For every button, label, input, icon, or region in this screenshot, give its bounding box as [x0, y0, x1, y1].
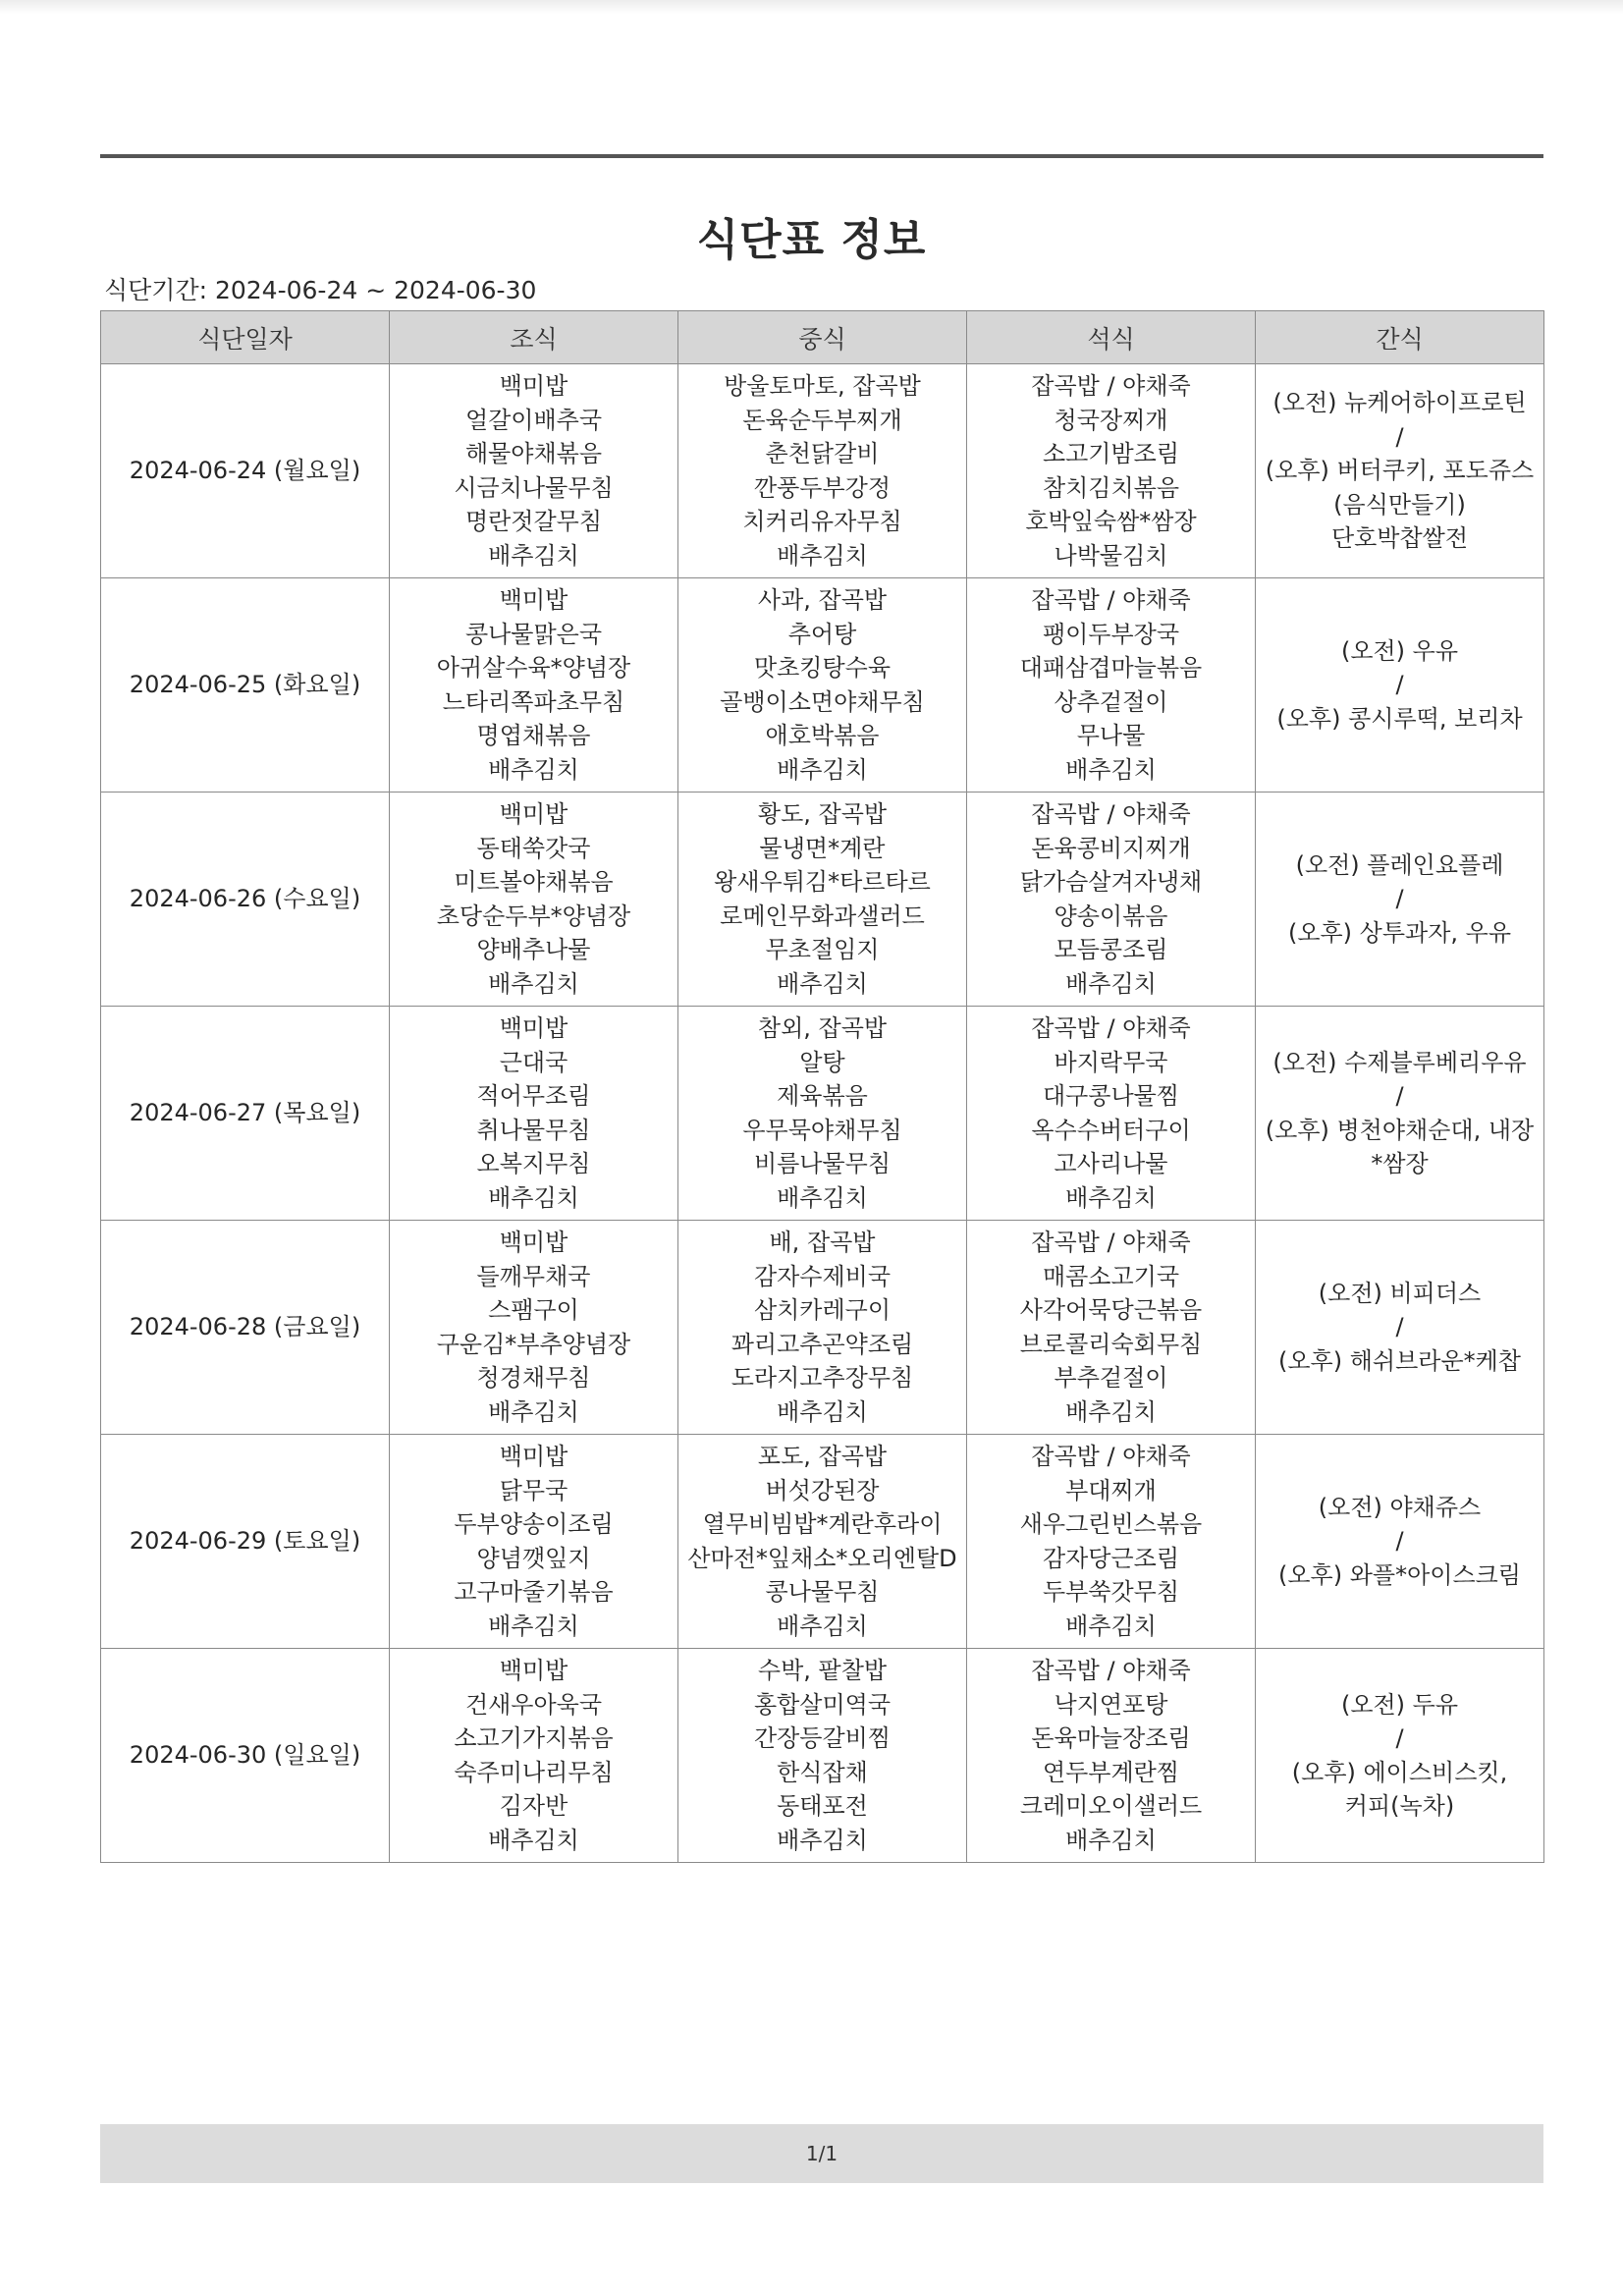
- menu-item: 콩나물맑은국: [464, 620, 603, 648]
- menu-item: 두부양송이조림: [454, 1510, 614, 1538]
- menu-item: 사과, 잡곡밥: [757, 586, 888, 614]
- menu-item: 시금치나물무침: [454, 473, 614, 502]
- table-row: [101, 578, 1544, 793]
- menu-item: 잡곡밥 / 야채죽: [1031, 1443, 1191, 1470]
- date-cell: 2024-06-26 (수요일): [101, 793, 390, 1007]
- menu-item: 오복지무침: [476, 1150, 591, 1177]
- date-cell: 2024-06-25 (화요일): [101, 578, 390, 793]
- menu-item: 치커리유자무침: [742, 508, 902, 535]
- menu-item: 잡곡밥 / 야채죽: [1031, 586, 1191, 614]
- menu-item: 참치김치볶음: [1042, 473, 1180, 502]
- menu-item: 황도, 잡곡밥: [757, 800, 888, 828]
- menu-item: (오후) 에이스비스킷,: [1291, 1758, 1508, 1786]
- menu-item: 비름나물무침: [753, 1150, 892, 1177]
- lunch-cell: [678, 793, 967, 1007]
- menu-item: 춘천닭갈비: [765, 440, 880, 467]
- menu-item: 초당순두부*양념장: [436, 902, 631, 930]
- menu-item: 두부쑥갓무침: [1042, 1578, 1180, 1606]
- menu-item: 사각어묵당근볶음: [1019, 1296, 1203, 1324]
- date-cell: 2024-06-28 (금요일): [101, 1221, 390, 1435]
- menu-item: 적어무조림: [476, 1082, 591, 1110]
- breakfast-cell: [390, 1649, 678, 1863]
- menu-item: (오전) 수제블루베리우유: [1272, 1048, 1527, 1076]
- menu-item: 배추김치: [777, 1183, 868, 1212]
- menu-item: 배추김치: [1065, 1612, 1157, 1640]
- menu-item: 알탕: [799, 1048, 845, 1076]
- menu-item: 왕새우튀김*타르타르: [714, 868, 931, 896]
- lunch-cell: [678, 1007, 967, 1221]
- date-cell: 2024-06-29 (토요일): [101, 1435, 390, 1649]
- menu-item: (오전) 두유: [1340, 1690, 1459, 1719]
- table-row: [101, 1649, 1544, 1863]
- menu-item: 동태포전: [777, 1792, 868, 1820]
- menu-item: 잡곡밥 / 야채죽: [1031, 1014, 1191, 1042]
- lunch-cell: [678, 364, 967, 578]
- header-snack: 간식: [1256, 311, 1544, 364]
- table-row: [101, 1435, 1544, 1649]
- dinner-cell: [967, 1007, 1256, 1221]
- menu-item: 우무묵야채무침: [742, 1116, 902, 1144]
- menu-item: 소고기가지볶음: [454, 1724, 614, 1752]
- header-breakfast: 조식: [390, 311, 678, 364]
- menu-item: 근대국: [499, 1048, 568, 1076]
- menu-item: 참외, 잡곡밥: [757, 1014, 888, 1042]
- breakfast-cell: [390, 793, 678, 1007]
- menu-item: 나박물김치: [1054, 541, 1168, 570]
- lunch-cell: [678, 1649, 967, 1863]
- menu-item: 양념깻잎지: [476, 1544, 591, 1572]
- menu-item: 명란젓갈무침: [464, 508, 603, 535]
- menu-item: 느타리쪽파초무침: [442, 687, 625, 716]
- menu-item: 백미밥: [499, 800, 568, 828]
- header-lunch: 중식: [678, 311, 967, 364]
- menu-item: 배추김치: [1065, 755, 1157, 784]
- menu-item: 백미밥: [499, 372, 568, 400]
- menu-item: 배추김치: [488, 969, 579, 998]
- menu-item: 새우그린빈스볶음: [1019, 1510, 1203, 1538]
- menu-item: 숙주미나리무침: [454, 1758, 614, 1786]
- footer-bar: [100, 2124, 1543, 2183]
- menu-item: 배추김치: [488, 1612, 579, 1640]
- menu-item: 소고기밤조림: [1042, 440, 1180, 467]
- menu-item: 낙지연포탕: [1054, 1690, 1168, 1719]
- header-dinner: 석식: [967, 311, 1256, 364]
- menu-item: 건새우아욱국: [464, 1690, 603, 1719]
- menu-item: 한식잡채: [777, 1758, 868, 1786]
- breakfast-cell: [390, 1007, 678, 1221]
- lunch-cell: [678, 1221, 967, 1435]
- menu-item: 배추김치: [1065, 1397, 1157, 1426]
- menu-item: 배추김치: [1065, 1826, 1157, 1854]
- menu-item: 돈육마늘장조림: [1031, 1724, 1191, 1752]
- menu-item: 포도, 잡곡밥: [757, 1443, 888, 1470]
- menu-item: 무초절임지: [765, 936, 880, 963]
- menu-item: 동태쑥갓국: [476, 834, 591, 862]
- menu-item: 배추김치: [488, 755, 579, 784]
- menu-item: 배추김치: [488, 1397, 579, 1426]
- menu-item: 대패삼겹마늘볶음: [1019, 654, 1203, 682]
- menu-item: 감자수제비국: [753, 1262, 892, 1290]
- menu-item: 잡곡밥 / 야채죽: [1031, 1229, 1191, 1256]
- menu-item: 간장등갈비찜: [753, 1724, 892, 1752]
- menu-item: (오전) 플레인요플레: [1295, 850, 1504, 879]
- header-date: 식단일자: [101, 311, 390, 364]
- menu-item: /: [1395, 1082, 1404, 1110]
- menu-item: 골뱅이소면야채무침: [720, 687, 925, 716]
- menu-item: 버섯강된장: [765, 1476, 880, 1504]
- menu-item: 고사리나물: [1054, 1150, 1168, 1177]
- menu-item: 취나물무침: [476, 1116, 591, 1144]
- menu-item: 구운김*부추양념장: [436, 1330, 631, 1358]
- dinner-cell: [967, 578, 1256, 793]
- menu-item: 배추김치: [777, 1397, 868, 1426]
- date-cell: 2024-06-24 (월요일): [101, 364, 390, 578]
- menu-item: 양송이볶음: [1054, 902, 1168, 930]
- menu-item: 배추김치: [488, 1826, 579, 1854]
- menu-item: 대구콩나물찜: [1042, 1082, 1180, 1110]
- menu-item: 제육볶음: [777, 1082, 868, 1110]
- lunch-cell: [678, 1435, 967, 1649]
- menu-item: 스팸구이: [488, 1296, 579, 1324]
- dinner-cell: [967, 793, 1256, 1007]
- menu-item: 맛초킹탕수육: [753, 654, 892, 682]
- menu-item: 백미밥: [499, 1229, 568, 1256]
- menu-item: 삼치카레구이: [753, 1296, 892, 1324]
- breakfast-cell: [390, 1221, 678, 1435]
- menu-item: (음식만들기): [1333, 490, 1466, 519]
- menu-item: 부추겉절이: [1054, 1364, 1168, 1392]
- snack-cell: [1256, 364, 1544, 578]
- menu-item: 백미밥: [499, 586, 568, 614]
- menu-item: 닭무국: [499, 1476, 568, 1504]
- meal-table: [100, 310, 1544, 1863]
- menu-item: 콩나물무침: [765, 1578, 880, 1606]
- dinner-cell: [967, 1221, 1256, 1435]
- menu-item: 들깨무채국: [476, 1262, 591, 1290]
- menu-item: 수박, 팥찰밥: [757, 1657, 888, 1684]
- menu-item: 배, 잡곡밥: [769, 1229, 876, 1256]
- menu-item: 홍합살미역국: [753, 1690, 892, 1719]
- menu-item: 크레미오이샐러드: [1019, 1792, 1203, 1820]
- menu-item: 꽈리고추곤약조림: [730, 1330, 914, 1358]
- menu-item: 배추김치: [488, 541, 579, 570]
- menu-item: 김자반: [499, 1792, 568, 1820]
- menu-item: 배추김치: [777, 1826, 868, 1854]
- menu-item: 커피(녹차): [1344, 1792, 1455, 1820]
- dinner-cell: [967, 1649, 1256, 1863]
- menu-item: (오전) 비피더스: [1318, 1279, 1482, 1307]
- menu-item: 호박잎숙쌈*쌈장: [1025, 508, 1197, 535]
- menu-item: 상추겉절이: [1054, 687, 1168, 716]
- menu-item: 아귀살수육*양념장: [436, 654, 631, 682]
- breakfast-cell: [390, 578, 678, 793]
- menu-item: /: [1395, 1313, 1404, 1341]
- menu-item: 바지락무국: [1054, 1048, 1168, 1076]
- menu-item: (오후) 버터쿠키, 포도쥬스: [1265, 457, 1535, 485]
- menu-item: 청경채무침: [476, 1364, 591, 1392]
- menu-item: 모듬콩조림: [1054, 936, 1168, 963]
- snack-cell: [1256, 578, 1544, 793]
- menu-item: (오후) 상투과자, 우유: [1287, 918, 1512, 947]
- menu-item: /: [1395, 1527, 1404, 1556]
- menu-item: 매콤소고기국: [1042, 1262, 1180, 1290]
- snack-cell: [1256, 1221, 1544, 1435]
- breakfast-cell: [390, 364, 678, 578]
- menu-item: 무나물: [1076, 722, 1146, 749]
- menu-item: (오후) 와플*아이스크림: [1277, 1560, 1521, 1589]
- menu-item: 해물야채볶음: [464, 440, 603, 467]
- menu-item: /: [1395, 885, 1404, 913]
- menu-item: 잡곡밥 / 야채죽: [1031, 800, 1191, 828]
- menu-item: 물냉면*계란: [759, 834, 886, 862]
- menu-item: 돈육콩비지찌개: [1031, 834, 1191, 862]
- menu-item: 고구마줄기볶음: [454, 1578, 614, 1606]
- menu-item: 얼갈이배추국: [464, 406, 603, 434]
- menu-item: 청국장찌개: [1054, 406, 1168, 434]
- menu-item: (오후) 콩시루떡, 보리차: [1276, 704, 1523, 733]
- table-row: [101, 1007, 1544, 1221]
- menu-item: 백미밥: [499, 1657, 568, 1684]
- menu-item: 산마전*잎채소*오리엔탈D: [687, 1544, 957, 1572]
- menu-item: 팽이두부장국: [1042, 620, 1180, 648]
- menu-item: (오후) 해쉬브라운*케찹: [1277, 1346, 1521, 1375]
- menu-item: 백미밥: [499, 1443, 568, 1470]
- menu-item: 배추김치: [777, 755, 868, 784]
- lunch-cell: [678, 578, 967, 793]
- menu-item: 닭가슴살겨자냉채: [1019, 868, 1203, 896]
- menu-item: 도라지고추장무침: [730, 1364, 914, 1392]
- menu-item: 잡곡밥 / 야채죽: [1031, 1657, 1191, 1684]
- menu-item: 부대찌개: [1065, 1476, 1157, 1504]
- scan-edge-shadow: [0, 0, 1623, 14]
- menu-item: 애호박볶음: [765, 722, 880, 749]
- table-header-row: [101, 311, 1544, 364]
- menu-item: /: [1395, 1724, 1404, 1752]
- menu-item: (오전) 뉴케어하이프로틴: [1272, 389, 1527, 417]
- page-title: 식단표 정보: [696, 215, 927, 265]
- table-row: [101, 364, 1544, 578]
- menu-item: 연두부계란찜: [1042, 1758, 1180, 1786]
- table-body: [101, 364, 1544, 1863]
- menu-item: 배추김치: [777, 541, 868, 570]
- menu-item: /: [1395, 671, 1404, 699]
- menu-item: 깐풍두부강정: [753, 473, 892, 502]
- menu-item: 브로콜리숙회무침: [1019, 1330, 1203, 1358]
- menu-item: (오후) 병천야채순대, 내장: [1265, 1116, 1535, 1144]
- dinner-cell: [967, 364, 1256, 578]
- menu-item: 추어탕: [787, 620, 857, 648]
- menu-item: 옥수수버터구이: [1031, 1116, 1191, 1144]
- date-cell: 2024-06-27 (목요일): [101, 1007, 390, 1221]
- breakfast-cell: [390, 1435, 678, 1649]
- menu-item: 배추김치: [488, 1183, 579, 1212]
- snack-cell: [1256, 1435, 1544, 1649]
- dinner-cell: [967, 1435, 1256, 1649]
- menu-item: 단호박찹쌀전: [1330, 524, 1469, 553]
- table-row: [101, 793, 1544, 1007]
- top-rule: [100, 154, 1543, 158]
- menu-item: 열무비빔밥*계란후라이: [702, 1510, 943, 1538]
- menu-item: 로메인무화과샐러드: [720, 902, 925, 930]
- menu-item: 돈육순두부찌개: [742, 406, 902, 434]
- snack-cell: [1256, 1649, 1544, 1863]
- menu-item: 배추김치: [777, 969, 868, 998]
- menu-item: 감자당근조림: [1042, 1544, 1180, 1572]
- menu-item: 방울토마토, 잡곡밥: [724, 372, 921, 400]
- menu-item: (오전) 우유: [1340, 636, 1459, 665]
- table-row: [101, 1221, 1544, 1435]
- snack-cell: [1256, 1007, 1544, 1221]
- menu-item: /: [1395, 422, 1404, 451]
- date-cell: 2024-06-30 (일요일): [101, 1649, 390, 1863]
- menu-item: 백미밥: [499, 1014, 568, 1042]
- page-number: 1/1: [805, 2142, 839, 2165]
- menu-item: 배추김치: [1065, 969, 1157, 998]
- menu-item: 미트볼야채볶음: [454, 868, 614, 896]
- menu-item: 잡곡밥 / 야채죽: [1031, 372, 1191, 400]
- menu-item: 양배추나물: [476, 936, 591, 963]
- menu-item: (오전) 야채쥬스: [1318, 1493, 1482, 1521]
- menu-item: 명엽채볶음: [476, 722, 591, 749]
- menu-item: 배추김치: [777, 1612, 868, 1640]
- menu-item: 배추김치: [1065, 1183, 1157, 1212]
- snack-cell: [1256, 793, 1544, 1007]
- meal-period: 식단기간: 2024-06-24 ~ 2024-06-30: [104, 276, 537, 304]
- menu-item: *쌈장: [1371, 1150, 1429, 1177]
